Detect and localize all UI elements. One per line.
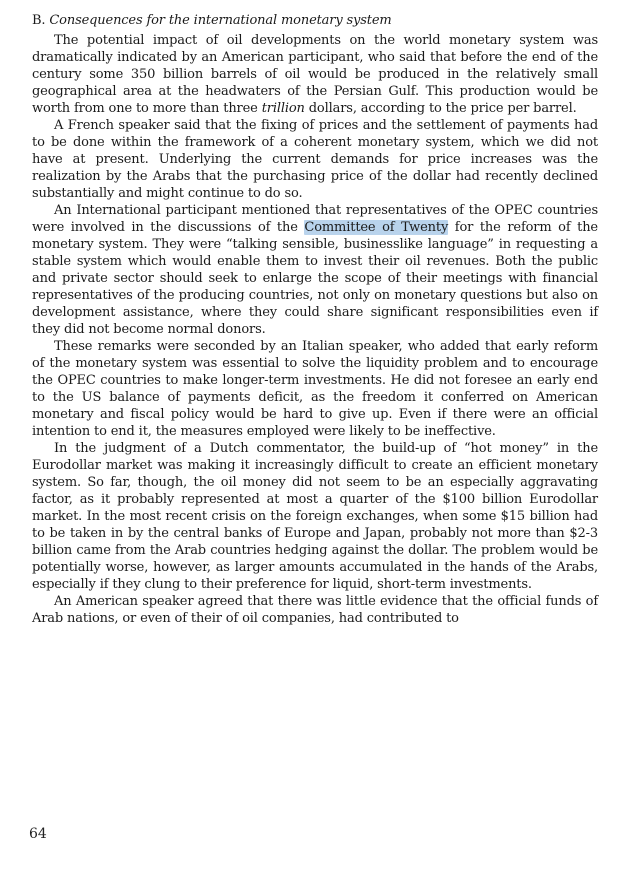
text-run: In the judgment of a Dutch commentator, the build-up of “hot money” in the Eurodollar market was making it increasingly difficult to create an efficient monetary system. So far, though, the oil money did not seem to be an especially aggravating factor, as it probably represented at most a quarter of the $100 billion Eurodollar market. In the most recent crisis on the foreign exchanges, when some $15 billion had to be taken in by the central banks of Europe and Japan, probably not more than $2-3 billion came from the Arab countries hedging against the dollar. The problem would be potentially worse, however, as larger amounts accumulated in the hands of the Arabs, especially if they clung to their preference for liquid, short-term investments. (32, 441, 598, 592)
paragraph (32, 32, 598, 117)
paragraph (32, 202, 598, 338)
page-number: 64 (29, 826, 47, 842)
page-body (32, 13, 598, 627)
text-run: The potential impact of oil developments on the world monetary system was dramatically indicated by an American participant, who said that before the end of the century some 350 billion barrels of oil would be produced in the relatively small geographical area at the headwaters of the Persian Gulf. This production would be worth from one to more than three (32, 33, 598, 116)
section-heading (32, 13, 598, 29)
text-run: A French speaker said that the fixing of prices and the settlement of payments had to be done within the framework of a coherent monetary system, which we did not have at present. Underlying the current demands for price increases was the realization by the Arabs that the purchasing price of the dollar had recently declined substantially and might continue to do so. (32, 118, 598, 201)
text-run: An International participant mentioned that representatives of the OPEC countries were involved in the discussions of the (32, 203, 598, 235)
body-text[interactable] (32, 32, 598, 627)
text-run: These remarks were seconded by an Italian speaker, who added that early reform of the monetary system was essential to solve the liquidity problem and to encourage the OPEC countries to make longer-term investments. He did not foresee an early end to the US balance of payments deficit, as the freedom it conferred on American monetary and fiscal policy would be hard to give up. Even if there were an official intention to end it, the measures employed were likely to be ineffective. (32, 339, 598, 439)
paragraph (32, 117, 598, 202)
text-run: An American speaker agreed that there was little evidence that the official funds of Arab nations, or even of their of oil companies, had contributed to (32, 594, 598, 626)
italic-text: trillion (261, 101, 305, 116)
section-letter: B. (32, 13, 46, 28)
paragraph (32, 593, 598, 627)
text-run: dollars, according to the price per barrel. (304, 101, 577, 116)
highlighted-text: Committee of Twenty (304, 220, 449, 235)
section-title: Consequences for the international monetary system (49, 13, 392, 28)
text-run: for the reform of the monetary system. They were “talking sensible, businesslike language” in requesting a stable system which would enable them to invest their oil revenues. Both the public and private sector should seek to enlarge the scope of their meetings with financial representatives of the producing countries, not only on monetary questions but also on development assistance, where they could share significant responsibilities even if they did not become normal donors. (32, 220, 598, 337)
paragraph (32, 440, 598, 593)
paragraph (32, 338, 598, 440)
